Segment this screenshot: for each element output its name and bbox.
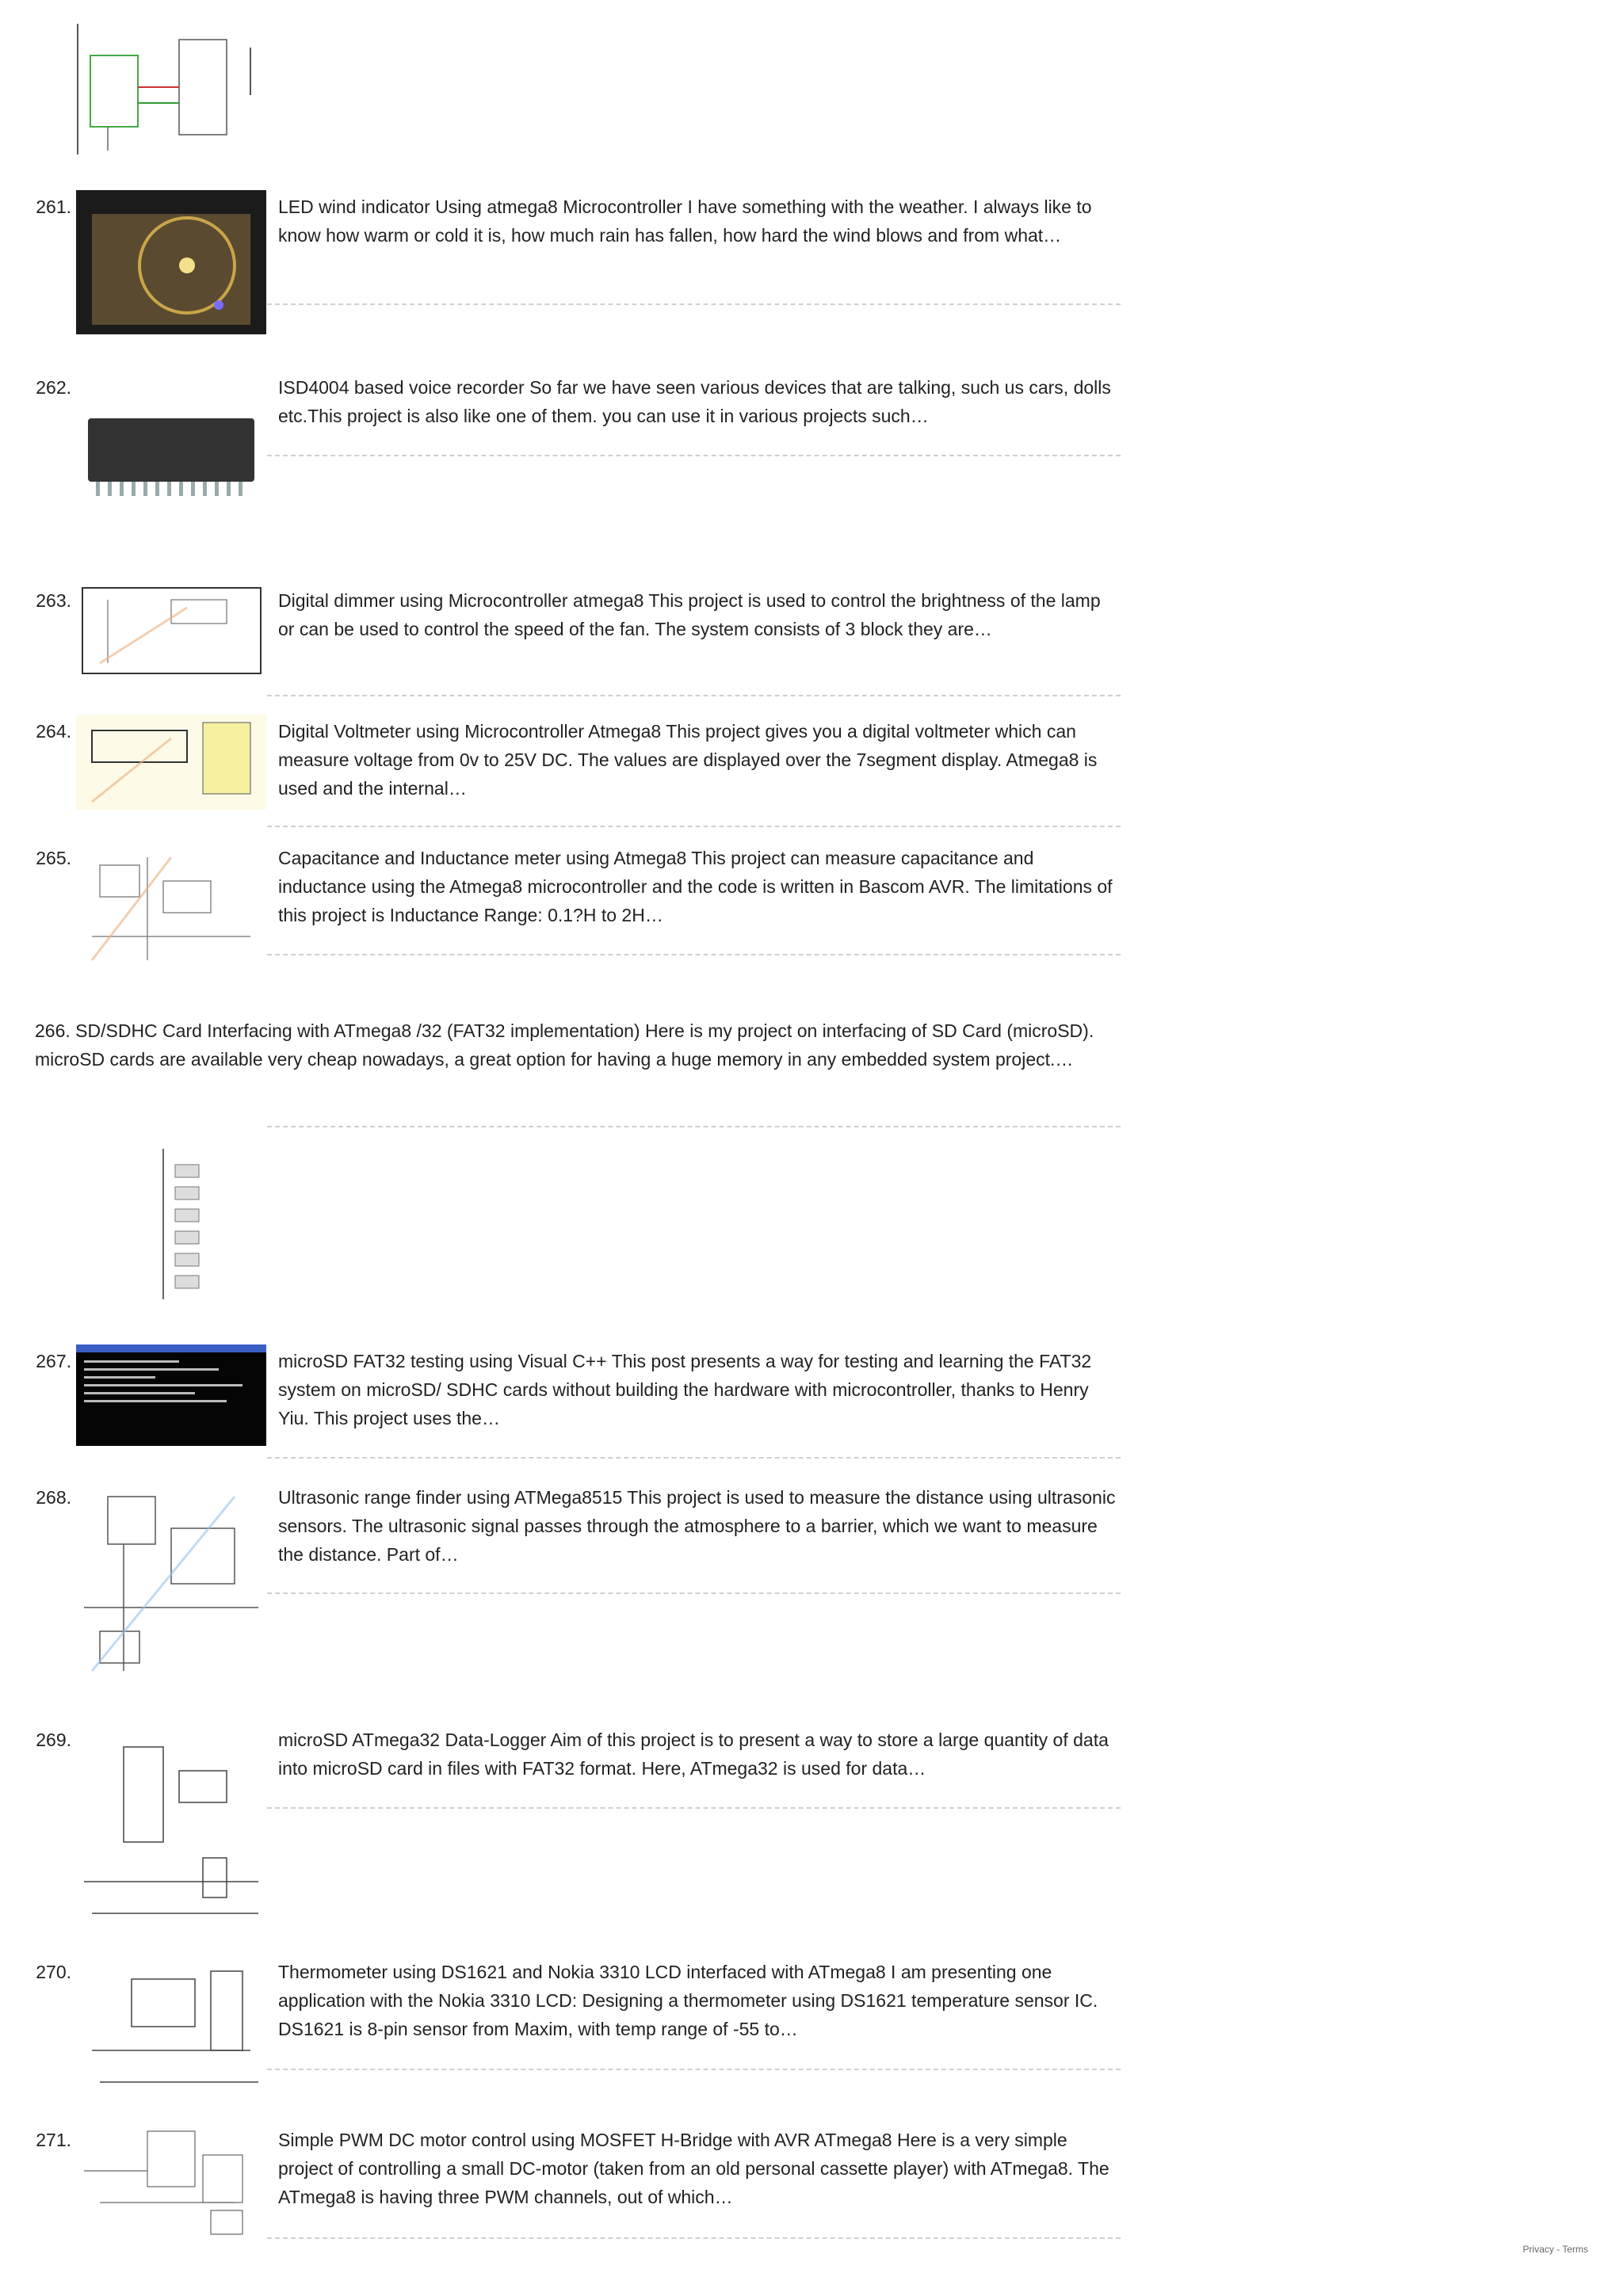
item-description[interactable]: Simple PWM DC motor control using MOSFET H-Bridge with AVR ATmega8 Here is a very simple project of controlling a small DC-motor (taken from an old personal cassette player) with ATmega8. The ATmega8 is having three PWM channels, out of which… (278, 2130, 1109, 2207)
item-265-thumbnail[interactable] (76, 841, 266, 976)
separator (267, 303, 1121, 305)
item-268-thumbnail[interactable] (76, 1481, 266, 1683)
item-description[interactable]: microSD ATmega32 Data-Logger Aim of this project is to present a way to store a large quantity of data into microSD card in files with FAT32 format. Here, ATmega32 is used for data… (278, 1730, 1109, 1779)
separator (267, 1592, 1121, 1594)
separator (267, 1126, 1121, 1127)
item-260-thumbnail[interactable] (76, 24, 266, 154)
item-description[interactable]: Thermometer using DS1621 and Nokia 3310 LCD interfaced with ATmega8 I am presenting one application with the Nokia 3310 LCD: Designing a thermometer using DS1621 temperature sensor IC. DS1621 is 8-pin sensor from Maxim, with temp range of -55 to… (278, 1962, 1098, 2039)
separator (267, 2237, 1121, 2239)
item-262-thumbnail[interactable] (76, 371, 266, 547)
item-number: 271. (36, 2130, 71, 2150)
item-264-thumbnail[interactable] (76, 715, 266, 810)
item-number: 261. (36, 196, 71, 217)
item-269-thumbnail[interactable] (76, 1723, 266, 1921)
item-number: 268. (36, 1487, 71, 1508)
item-description[interactable]: LED wind indicator Using atmega8 Microcontroller I have something with the weather. I always like to know how warm or cold it is, how much rain has fallen, how hard the wind blows and from what… (278, 196, 1092, 246)
separator (267, 455, 1121, 456)
item-description[interactable]: microSD FAT32 testing using Visual C++ This post presents a way for testing and learning the FAT32 system on microSD/ SDHC cards without building the hardware with microcontroller, thanks to Henry Yiu. This project uses the… (278, 1351, 1092, 1428)
separator (267, 954, 1121, 955)
recaptcha-footer (1523, 2244, 1588, 2255)
item-number: 267. (36, 1351, 71, 1371)
item-270-thumbnail[interactable] (76, 1955, 266, 2090)
item-description[interactable]: Digital Voltmeter using Microcontroller Atmega8 This project gives you a digital voltmeter which can measure voltage from 0v to 25V DC. The values are displayed over the 7segment display. Atmega8 is used and the internal… (278, 721, 1098, 799)
item-number: 269. (36, 1730, 71, 1750)
item-description[interactable]: Ultrasonic range finder using ATMega8515 This project is used to measure the distance using ultrasonic sensors. The ultrasonic signal passes through the atmosphere to a barrier, which we want to measure the distance. Part of… (278, 1487, 1116, 1565)
footer-separator: - (1553, 2244, 1563, 2255)
separator (267, 695, 1121, 696)
item-number: 262. (36, 377, 71, 398)
item-description[interactable]: ISD4004 based voice recorder So far we have seen various devices that are talking, such us cars, dolls etc.This project is also like one of them. you can use it in various projects such… (278, 377, 1111, 426)
item-261-thumbnail[interactable] (76, 190, 266, 334)
item-266-thumbnail[interactable] (76, 1117, 266, 1307)
item-263-thumbnail[interactable] (76, 584, 266, 677)
separator (267, 826, 1121, 827)
item-271-thumbnail[interactable] (76, 2123, 266, 2242)
separator (267, 1457, 1121, 1459)
privacy-link[interactable]: Privacy (1522, 2244, 1554, 2255)
separator (267, 1807, 1121, 1809)
item-number: 270. (36, 1962, 71, 1982)
item-description[interactable]: Capacitance and Inductance meter using Atmega8 This project can measure capacitance and inductance using the Atmega8 microcontroller and the code is written in Bascom AVR. The limitations of this project is Inductance Range: 0.1?H to 2H… (278, 848, 1113, 925)
terms-link[interactable]: Terms (1562, 2244, 1588, 2255)
item-number: 265. (36, 848, 71, 868)
item-description-text: SD/SDHC Card Interfacing with ATmega8 /32 (FAT32 implementation) Here is my project on interfacing of SD Card (microSD). microSD cards are available very cheap nowadays, a great option for having a huge memory in any embedded system project.… (35, 1020, 1094, 1070)
item-267-thumbnail[interactable] (76, 1344, 266, 1446)
item-number: 264. (36, 721, 71, 742)
item-description[interactable] (35, 1016, 1121, 1074)
item-description[interactable]: Digital dimmer using Microcontroller atmega8 This project is used to control the brightness of the lamp or can be used to control the speed of the fan. The system consists of 3 block they are… (278, 590, 1101, 639)
separator (267, 2069, 1121, 2070)
item-number: 266. (35, 1020, 71, 1041)
item-number: 263. (36, 590, 71, 611)
